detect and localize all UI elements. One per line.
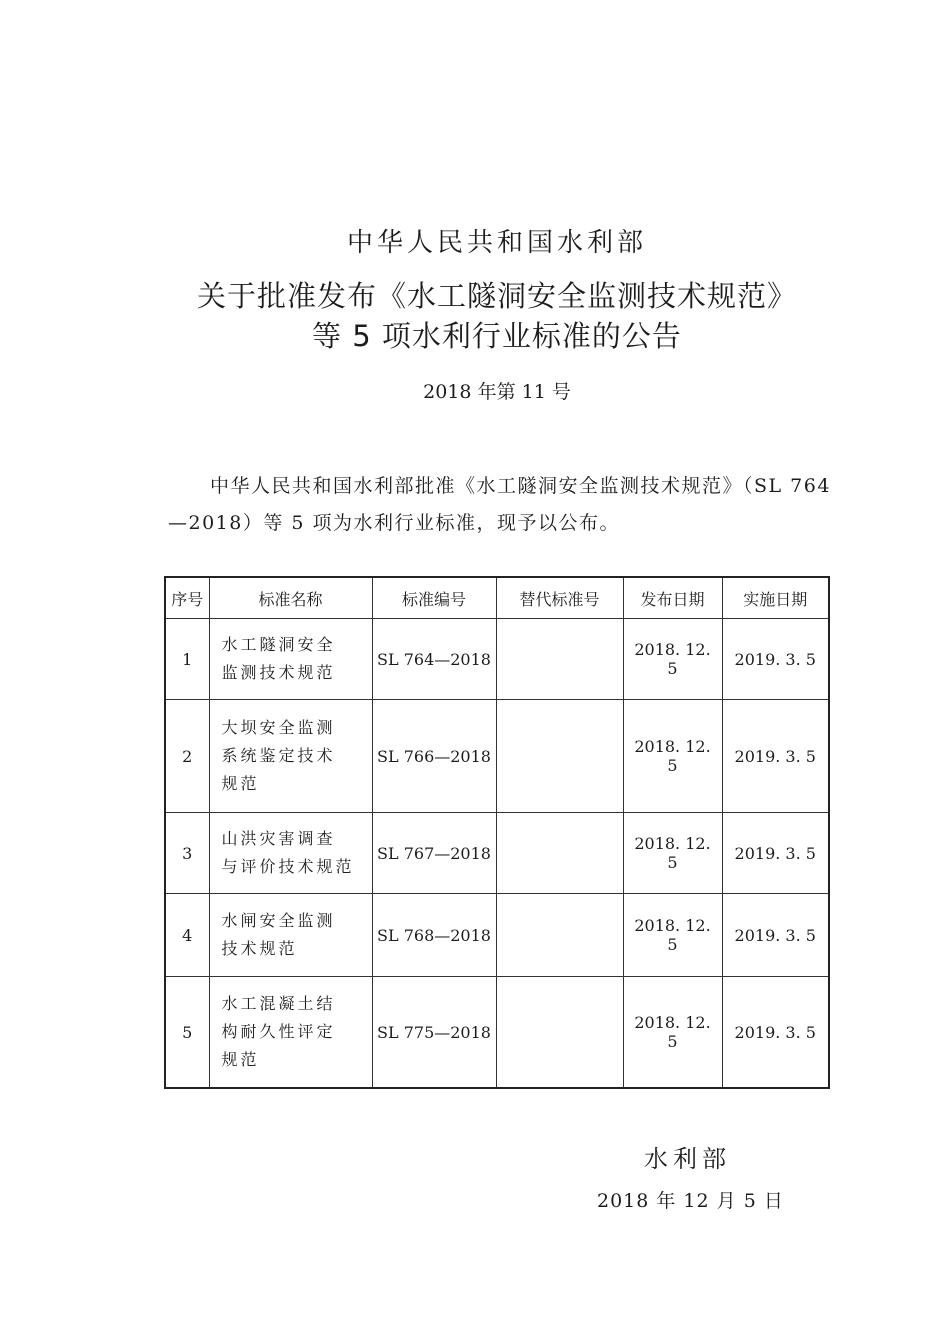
cell-publish-date: 2018. 12. 5 <box>623 894 722 977</box>
cell-standard-name <box>209 977 372 1089</box>
name-line: 技术规范 <box>221 939 298 958</box>
table-row <box>165 619 829 700</box>
cell-effective-date: 2019. 3. 5 <box>722 700 829 813</box>
name-line: 构耐久性评定 <box>221 1022 336 1041</box>
name-line: 规范 <box>221 1050 260 1069</box>
cell-replaced-code <box>496 813 623 894</box>
cell-standard-code: SL 766—2018 <box>372 700 496 813</box>
table-row <box>165 700 829 813</box>
cell-serial-no: 4 <box>165 894 209 977</box>
cell-replaced-code <box>496 619 623 700</box>
cell-standard-code: SL 768—2018 <box>372 894 496 977</box>
header-replaced-code: 替代标准号 <box>496 577 623 619</box>
announcement-body: 中华人民共和国水利部批准《水工隧洞安全监测技术规范》（SL 764—2018）等 5 项为水利行业标准，现予以公布。 <box>168 475 831 534</box>
cell-replaced-code <box>496 700 623 813</box>
cell-publish-date: 2018. 12. 5 <box>623 977 722 1089</box>
cell-standard-code: SL 775—2018 <box>372 977 496 1089</box>
cell-serial-no: 5 <box>165 977 209 1089</box>
name-line: 水工混凝土结 <box>221 994 336 1013</box>
issuing-authority: 中华人民共和国水利部 <box>346 228 647 258</box>
name-line: 大坝安全监测 <box>221 718 336 737</box>
cell-serial-no: 1 <box>165 619 209 700</box>
cell-standard-name <box>209 894 372 977</box>
cell-serial-no: 3 <box>165 813 209 894</box>
cell-replaced-code <box>496 977 623 1089</box>
table-row <box>165 894 829 977</box>
header-publish-date: 发布日期 <box>623 577 722 619</box>
table-header-row <box>165 577 829 619</box>
table-row <box>165 977 829 1089</box>
header-effective-date: 实施日期 <box>722 577 829 619</box>
cell-serial-no: 2 <box>165 700 209 813</box>
signing-date: 2018 年 12 月 5 日 <box>597 1190 784 1212</box>
cell-standard-name <box>209 700 372 813</box>
signing-authority: 水利部 <box>644 1145 731 1173</box>
name-line: 山洪灾害调查 <box>221 829 336 848</box>
cell-publish-date: 2018. 12. 5 <box>623 813 722 894</box>
header-serial-no: 序号 <box>165 577 209 619</box>
cell-publish-date: 2018. 12. 5 <box>623 700 722 813</box>
name-line: 系统鉴定技术 <box>221 746 336 765</box>
cell-publish-date: 2018. 12. 5 <box>623 619 722 700</box>
cell-standard-code: SL 767—2018 <box>372 813 496 894</box>
cell-effective-date: 2019. 3. 5 <box>722 977 829 1089</box>
name-line: 监测技术规范 <box>221 663 336 682</box>
cell-effective-date: 2019. 3. 5 <box>722 894 829 977</box>
standards-table <box>164 576 830 1089</box>
issue-number: 2018 年第 11 号 <box>423 381 571 403</box>
table-row <box>165 813 829 894</box>
name-line: 与评价技术规范 <box>221 857 355 876</box>
title-line-2: 等 5 项水利行业标准的公告 <box>312 319 682 353</box>
cell-effective-date: 2019. 3. 5 <box>722 813 829 894</box>
header-standard-code: 标准编号 <box>372 577 496 619</box>
name-line: 水闸安全监测 <box>221 911 336 930</box>
name-line: 规范 <box>221 774 260 793</box>
announcement-title <box>0 276 950 356</box>
cell-effective-date: 2019. 3. 5 <box>722 619 829 700</box>
cell-standard-name <box>209 619 372 700</box>
cell-standard-name <box>209 813 372 894</box>
title-line-1: 关于批准发布《水工隧洞安全监测技术规范》 <box>196 279 797 313</box>
cell-standard-code: SL 764—2018 <box>372 619 496 700</box>
cell-replaced-code <box>496 894 623 977</box>
header-standard-name: 标准名称 <box>209 577 372 619</box>
name-line: 水工隧洞安全 <box>221 635 336 654</box>
